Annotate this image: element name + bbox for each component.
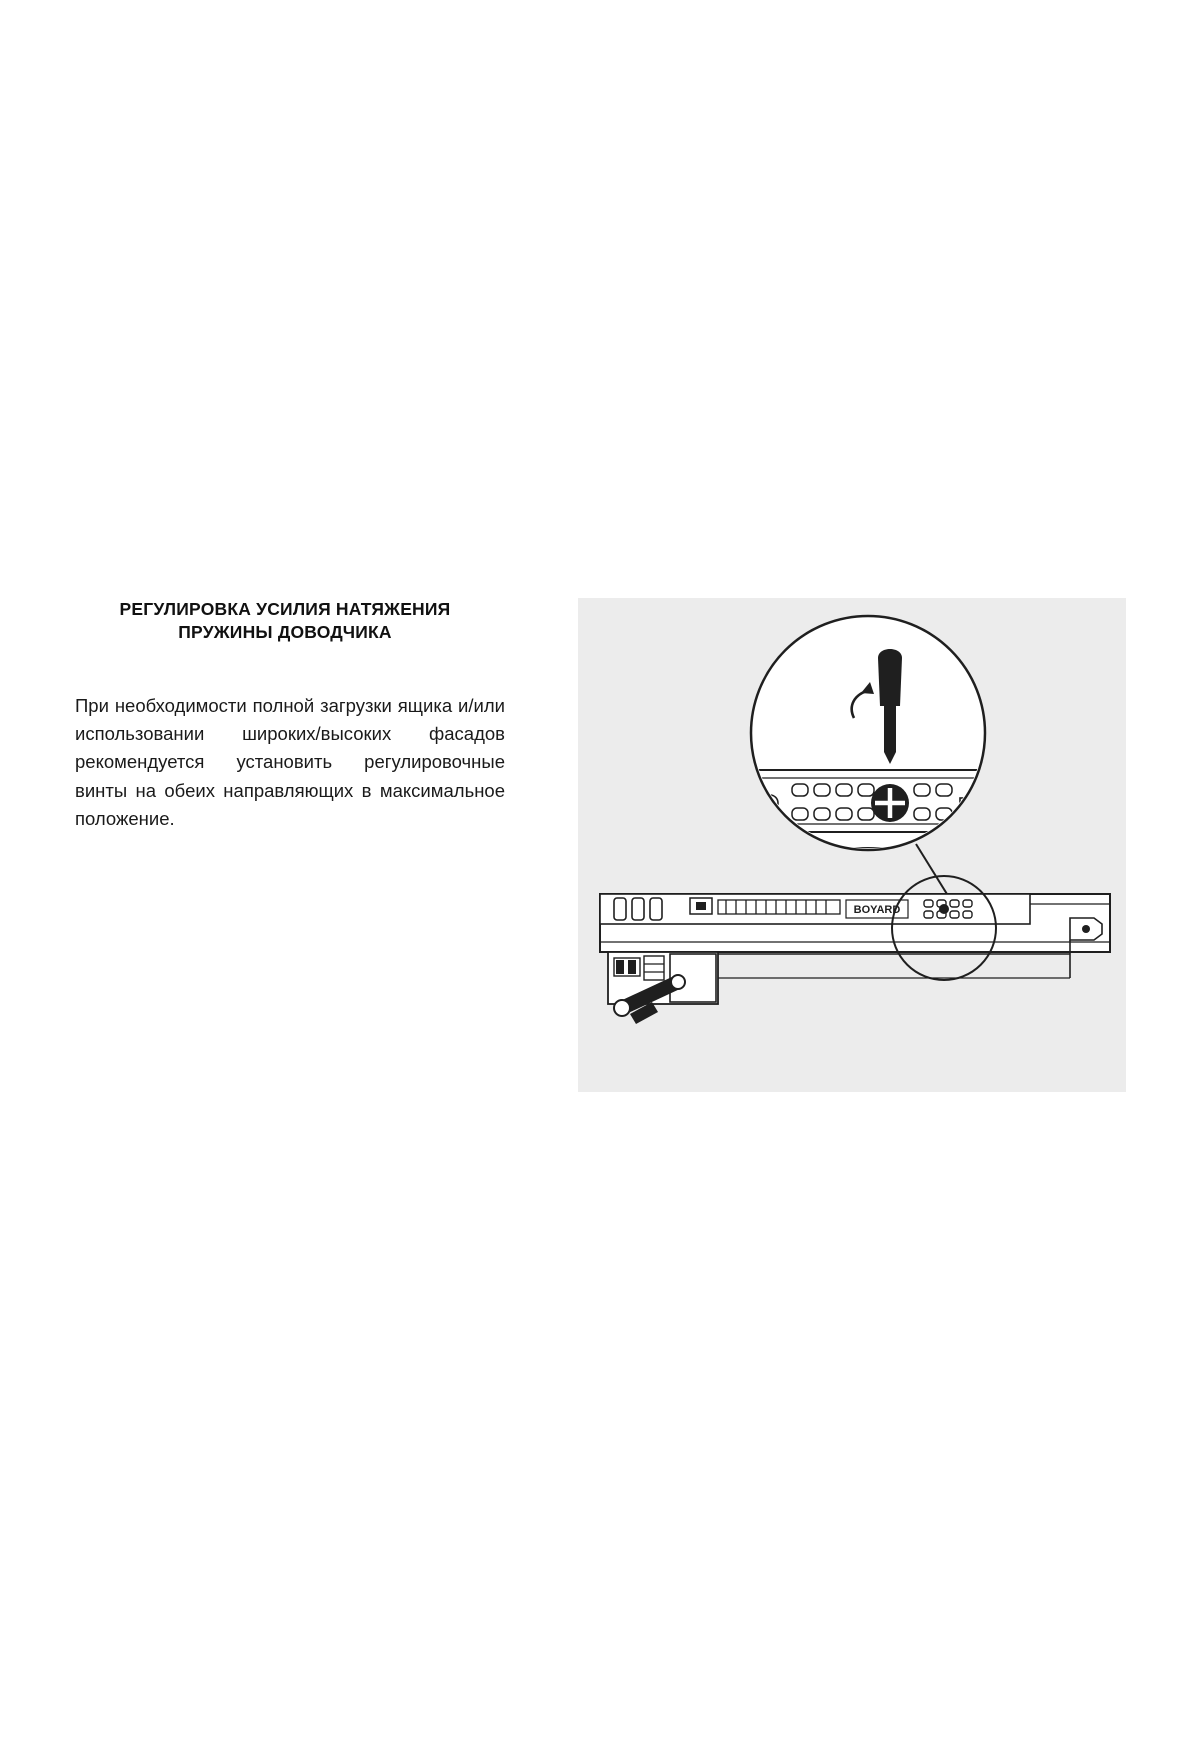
page-title [75, 598, 495, 644]
body-text [75, 692, 505, 833]
zoom-circle-content [748, 770, 998, 848]
full-rail-assembly [600, 876, 1110, 1024]
slide-rail-diagram [578, 598, 1126, 1092]
illustration-panel [578, 598, 1126, 1092]
text-column [75, 598, 515, 833]
adjustment-screw [871, 784, 909, 822]
body-paragraph: При необходимости полной загрузки ящика и/или использовании широких/высоких фасадов рекомендуется установить регулировочные винты на обеих направляющих в максимальное положение. [75, 695, 505, 829]
brand-label: BOYARD [853, 904, 901, 916]
zoom-circle-detail [748, 616, 998, 850]
page-title-line-2: ПРУЖИНЫ ДОВОДЧИКА [178, 622, 392, 643]
page-title-line-1: РЕГУЛИРОВКА УСИЛИЯ НАТЯЖЕНИЯ [119, 599, 451, 619]
soft-close-mechanism [608, 952, 718, 1024]
